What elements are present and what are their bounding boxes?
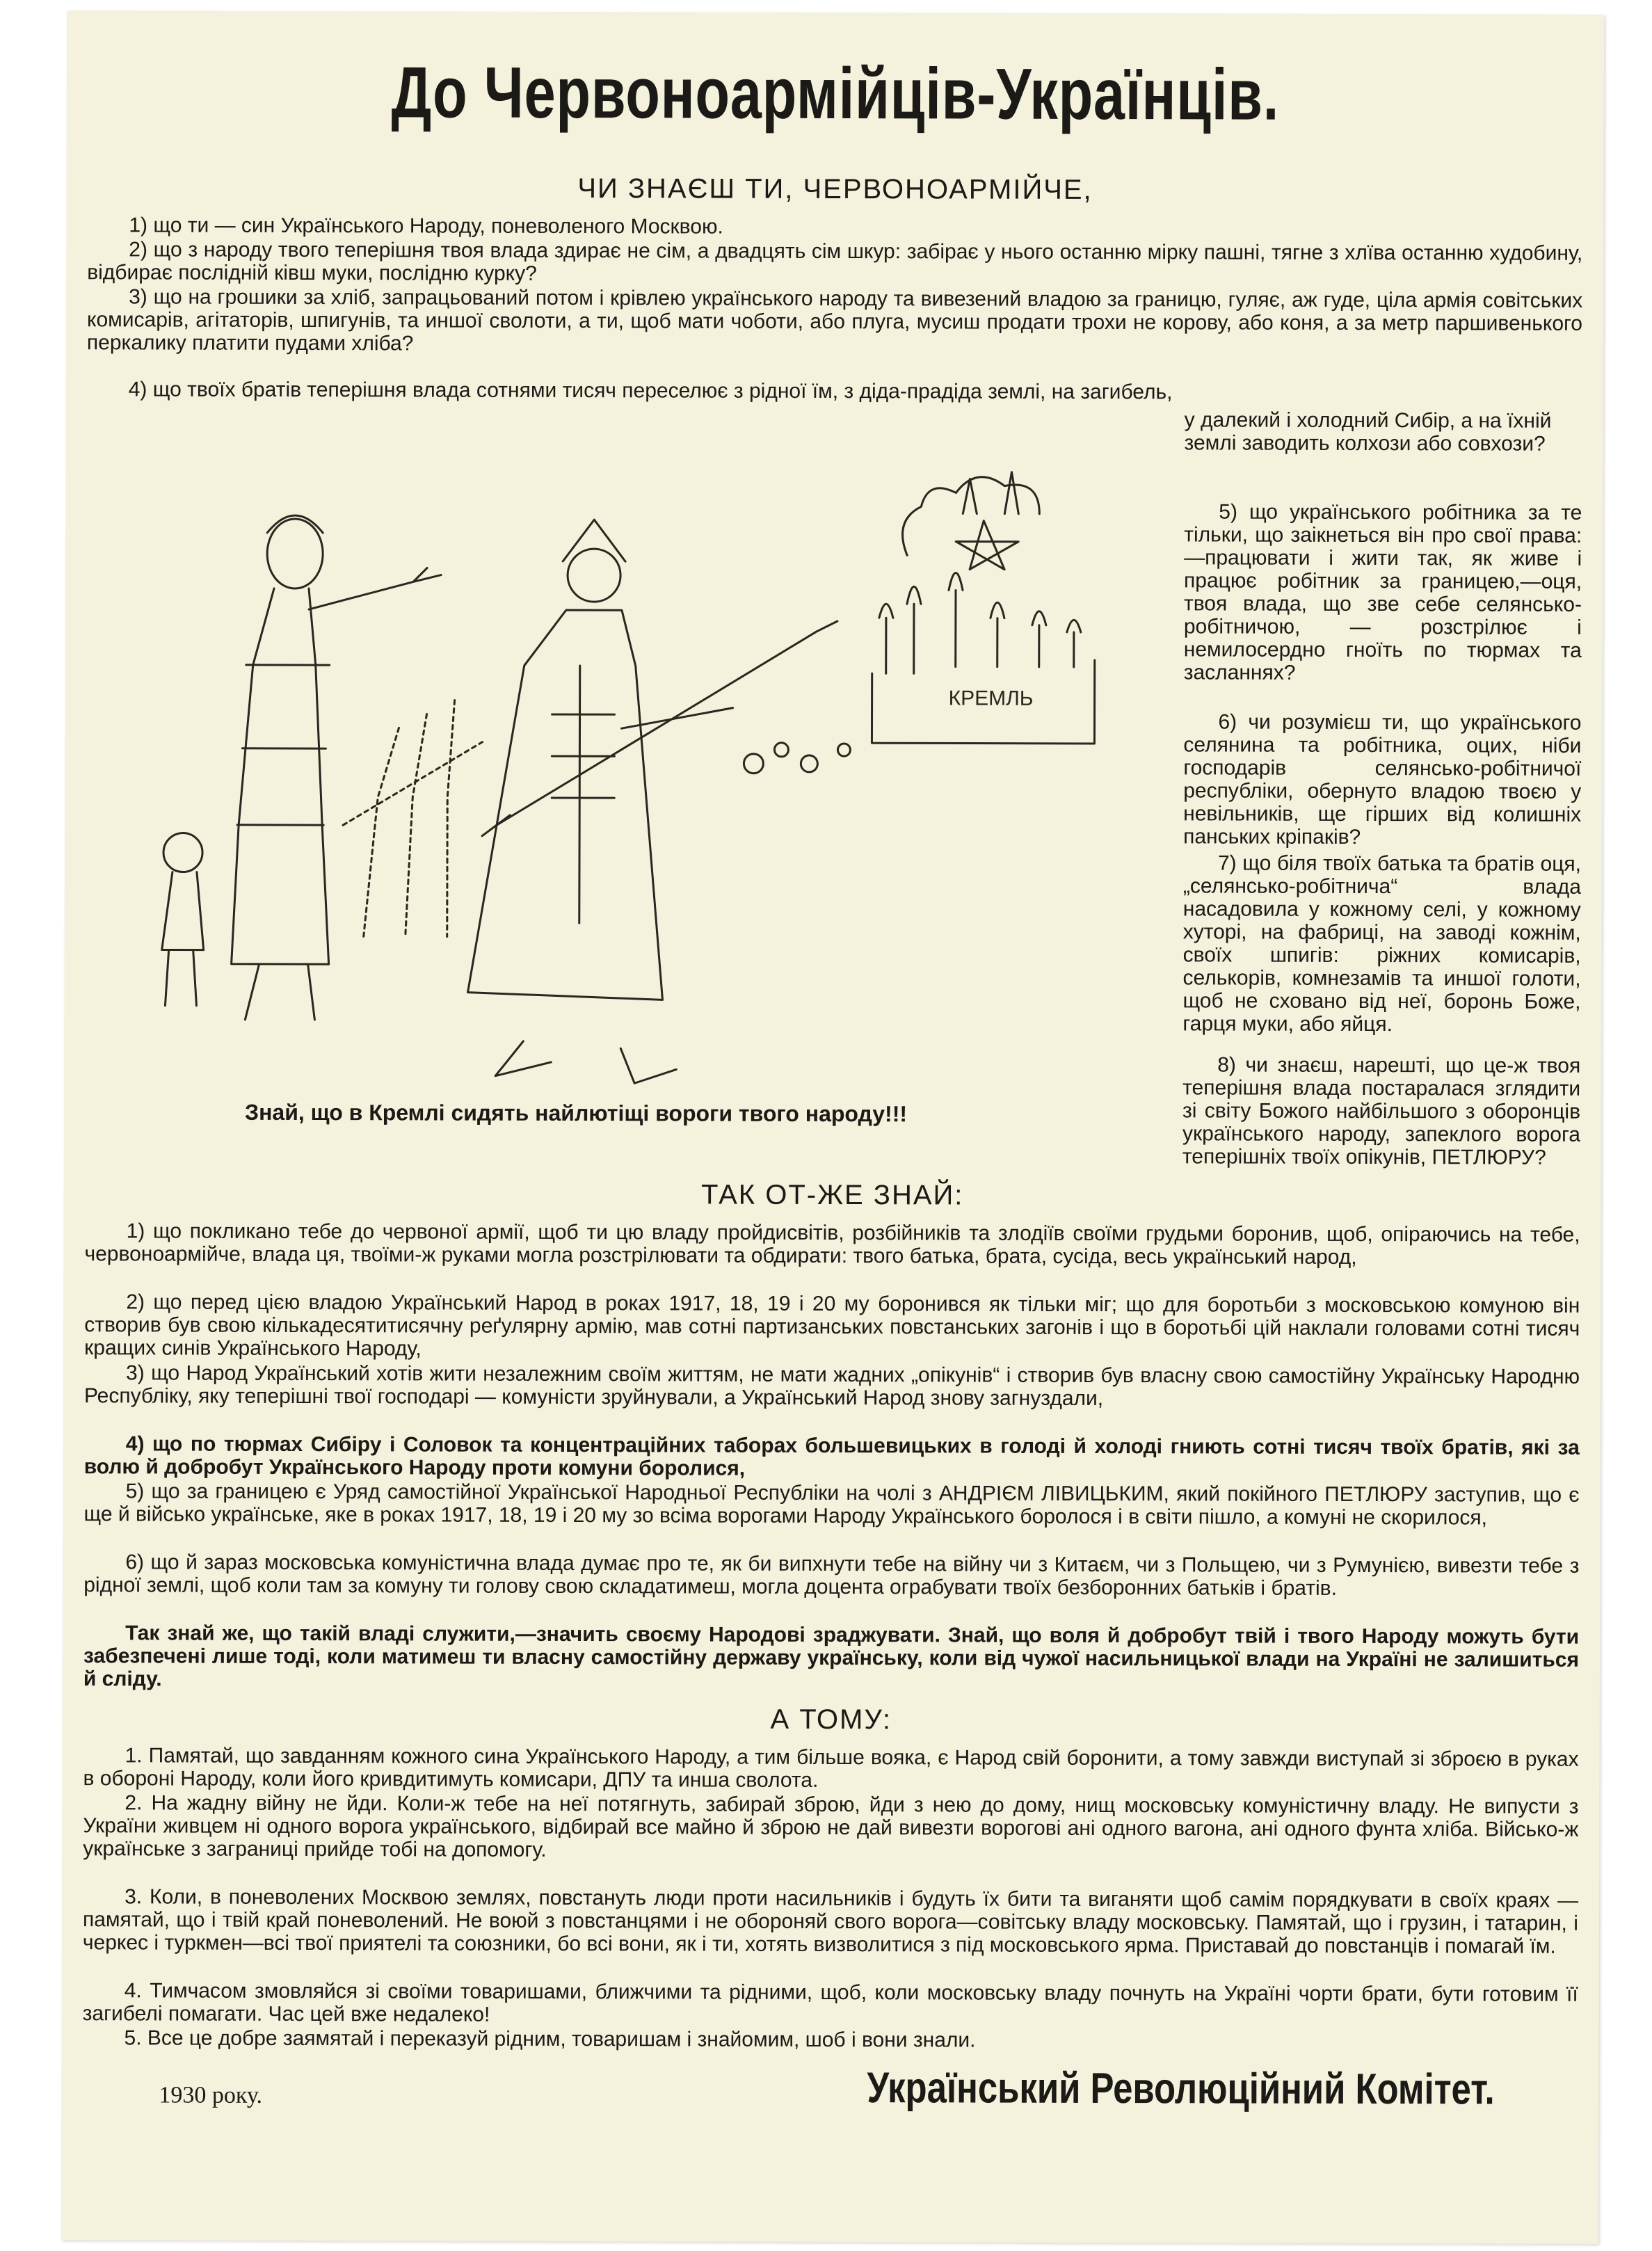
- woman-figure: [231, 515, 441, 1020]
- intro-point-2: 2) що з народу твого теперішня твоя влада здирає не сім, а двадцять сім шкур: забірає у нього останню мірку пашні, тягне з хлїва останню худобину, відбирає послідній ківш муки, послідню курку?: [87, 238, 1583, 285]
- section2-conclusion: Так знай же, що такій владі служити,—значить своєму Народові зраджувати. Знай, що воля й добробут твій і твого Народу можуть бути забезпечені лише тоді, коли матимеш ти власну самостійну державу українську, коли від чужої насильницької влади на Україні не залишиться й сліду.: [83, 1621, 1580, 1691]
- section3-point-3: 3. Коли, в поневолених Москвою землях, повстануть люди проти насильників і будуть їх бити та виганяти щоб самім порядкувати в своїх краях — памятай, що і твій край поневолений. Не воюй з повстанцями і не обороняй свого ворога—совітську владу московську. Памятай, що і грузин, і татарин, і черкес і туркмен—всі твої приятелі та союзники, бо всі вони, як і ти, хотять визволитися з під московського ярма. Приставай до повстанців і помагай їм.: [82, 1885, 1579, 1958]
- section3-point-1: 1. Памятай, що завданням кожного сина Українського Народу, а тим більше вояка, є Народ свій боронити, а тому завжди виступай зі зброєю в руках в обороні Народу, коли його кривдитимуть комисари, ДПУ та инша сволота.: [83, 1744, 1579, 1792]
- year-stamp: 1930 року.: [159, 2082, 263, 2108]
- intro-point-4-continued: у далекий і холодний Сибір, а на їхній землі заводить колхози або совхози?: [1184, 408, 1552, 456]
- ghost-soldiers: [343, 700, 483, 937]
- intro-point-4: 4) що твоїх братів теперішня влада сотнями тисяч переселює з рідної їм, з діда-прадіда землі, на загибель,: [128, 378, 1173, 404]
- intro-point-1: 1) що ти — син Українського Народу, поневоленого Москвою.: [129, 214, 723, 239]
- intro-point-5: 5) що українського робітника за те тільки, що заікнеться він про свої права:—працювати і жити так, як живе і працює робітник за границею,—оця, твоя влада, що зве себе селянсько-робітничою, — розстрілює і немилосердно гноїть по тюрмах та засланнях?: [1183, 500, 1582, 684]
- leaflet-page: [61, 10, 1604, 2244]
- smoke-puffs: [744, 743, 850, 774]
- intro-point-3: 3) що на грошики за хліб, запрацьований потом і крівлею українського народу та вивезений владою за границю, гуляє, аж гуде, ціла армія совітських комисарів, агітаторів, шпигунів, та иншої сволоти, а ти, щоб мати чоботи, або плуга, мусиш продати трохи не корову, або коня, а за метр паршивенького перкалику платити пудами хліба?: [86, 285, 1583, 355]
- propaganda-illustration: [134, 435, 1179, 1105]
- signature: Український Революційний Комітет.: [867, 2064, 1495, 2114]
- intro-point-7: 7) що біля твоїх батька та братів оця, „селянсько-робітнича“ влада насадовила у кожному селі, у кожному хуторі, на фабриці, на заводі кожнім, своїх шпигів: ріжних комисарів, селькорів, комнезамів та иншої голоти, щоб не сховано від неї, боронь Боже, гарця муки, або яйця.: [1182, 851, 1582, 1036]
- page-title: До Червоноармійців-Українців.: [391, 52, 1280, 136]
- section2-point-2: 2) що перед цією владою Український Народ в роках 1917, 18, 19 і 20 му боронився як тільки міг; що для боротьби з московською комуною він створив був свою кількадесятитисячну реґулярну армію, мав сотні партизанських повстанських загонів і що в боротьбі цій наклали головами сотні тисяч кращих синів Українського Народу,: [84, 1290, 1580, 1361]
- soldier-figure: [467, 520, 837, 1084]
- section3-point-5: 5. Все це добре заямятай і переказуй рідним, товаришам і знайомим, шоб і вони знали.: [124, 2026, 976, 2052]
- illustration-caption: Знай, що в Кремлі сидять найлютіщі вороги твого народу!!!: [245, 1099, 908, 1127]
- section2-point-1: 1) що покликано тебе до червоної армії, щоб ти цю владу пройдисвітів, розбійників та злодіїв своїми грудьми боронив, щоб, опіраючись на тебе, червоноармійче, влада ця, твоїми-ж руками могла розстрілювати та обдирати: твого батька, брата, сусіда, весь український народ,: [84, 1219, 1580, 1269]
- intro-point-8: 8) чи знаєш, нарешті, що це-ж твоя теперішня влада постаралася зглядити зі світу Божого найбільшого з оборонців українського народу, запеклого ворога теперішніх твоїх опікунів, ПЕТЛЮРУ?: [1182, 1053, 1581, 1169]
- intro-point-6: 6) чи розумієш ти, що українського селянина та робітника, оцих, ніби господарів селянсько-робітничої республіки, обернуто владою твоєю у невільників, ще гірших від колишніх панських кріпаків?: [1183, 710, 1582, 849]
- intro-heading: ЧИ ЗНАЄШ ТИ, ЧЕРВОНОАРМІЙЧЕ,: [577, 173, 1093, 205]
- section2-heading: ТАК ОТ-ЖЕ ЗНАЙ:: [700, 1179, 964, 1211]
- child-figure: [161, 833, 204, 1005]
- section2-point-3: 3) що Народ Український хотів жити незалежним своїм життям, не мати жадних „опікунів“ і створив був власну свою самостійну Українську Народню Республіку, яку теперішні твої господарі — комуністи зруйнували, а Український Народ знову загнуздали,: [83, 1361, 1580, 1411]
- section3-point-2: 2. На жадну війну не йди. Коли-ж тебе на неї потягнуть, забирай зброю, йди з нею до дому, нищ московську комуністичну владу. Не випусти з України живцем ні одного ворога українського, відбирай все майно й зброю не дай вивезти ворогові ані одного вагона, ані одного фунта хліба. Військо-ж українське з заграниці прийде тобі на допомогу.: [83, 1791, 1579, 1861]
- section2-point-4: 4) що по тюрмах Сибіру і Соловок та концентраційних таборах большевицьких в голоді й холоді гниють сотні тисяч твоїх братів, які за волю й добробут Українського Народу проти комуни боролися,: [83, 1432, 1580, 1480]
- section2-point-5: 5) що за границею є Уряд самостійної Української Народньої Республіки на чолі з АНДРІЄМ ЛІВИЦЬКИМ, який покійного ПЕТЛЮРУ заступив, що є ще й військо українське, яке в роках 1917, 18, 19 і 20 му зо всіма ворогами Народу Українського боролося і в світи пішло, а комуні не скорилося,: [83, 1480, 1580, 1530]
- kremlin-label: КРЕМЛЬ: [948, 687, 1034, 710]
- section3-point-4: 4. Тимчасом змовляйся зі своїми товаришами, ближчими та рідними, щоб, коли московську владу почнуть на Україні чорти брати, бути готовим її загибелі помагати. Час цей вже недалеко!: [82, 1979, 1578, 2026]
- section3-heading: А ТОМУ:: [770, 1704, 892, 1736]
- section2-point-6: 6) що й зараз московська комуністична влада думає про те, як би випхнути тебе на війну чи з Китаєм, чи з Польщею, чи з Румунією, вивезти тебе з рідної землі, щоб коли там за комуну ти голову свою складатимеш, могла доцента ограбувати твоїх безборонних батьків і братів.: [83, 1551, 1580, 1600]
